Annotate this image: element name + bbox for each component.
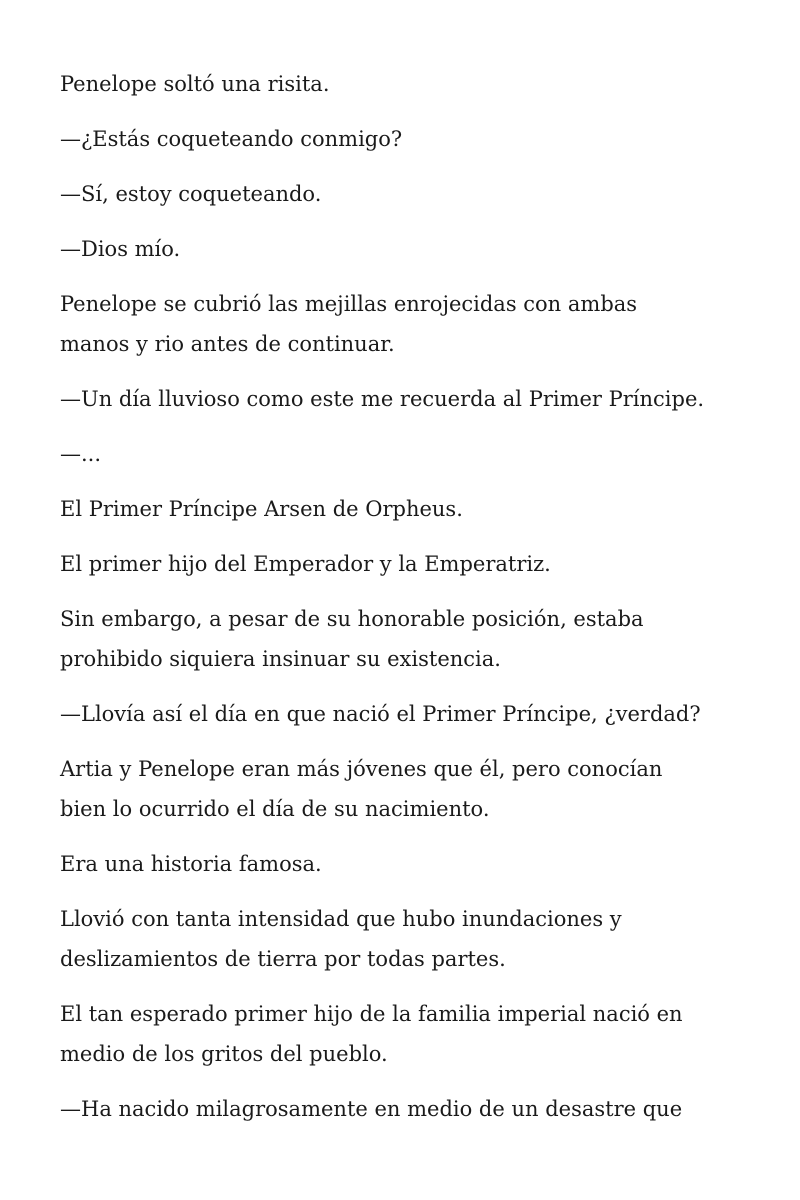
text-line: —Llovía así el día en que nació el Primer Príncipe, ¿verdad? — [60, 702, 701, 726]
paragraph — [60, 284, 750, 364]
text-line: —... — [60, 442, 102, 466]
text-line: —¿Estás coqueteando conmigo? — [60, 127, 403, 151]
text-line: El primer hijo del Emperador y la Emperatriz. — [60, 552, 551, 576]
text-line: —Un día lluvioso como este me recuerda al Primer Príncipe. — [60, 387, 705, 411]
text-line: Penelope soltó una risita. — [60, 72, 330, 96]
paragraph — [60, 994, 750, 1074]
text-line: medio de los gritos del pueblo. — [60, 1042, 388, 1066]
text-line: —Sí, estoy coqueteando. — [60, 182, 322, 206]
paragraph — [60, 174, 750, 214]
text-line: —Dios mío. — [60, 237, 181, 261]
paragraph — [60, 694, 750, 734]
text-line: Penelope se cubrió las mejillas enrojecidas con ambas — [60, 292, 638, 316]
text-line: El Primer Príncipe Arsen de Orpheus. — [60, 497, 463, 521]
text-line: prohibido siquiera insinuar su existencia. — [60, 647, 501, 671]
paragraph — [60, 434, 750, 474]
text-line: Sin embargo, a pesar de su honorable posición, estaba — [60, 607, 644, 631]
paragraph — [60, 844, 750, 884]
paragraph — [60, 64, 750, 104]
paragraph — [60, 229, 750, 269]
paragraph — [60, 599, 750, 679]
text-line: Llovió con tanta intensidad que hubo inundaciones y — [60, 907, 622, 931]
paragraph — [60, 544, 750, 584]
text-line: —Ha nacido milagrosamente en medio de un desastre que — [60, 1097, 683, 1121]
paragraph — [60, 379, 750, 419]
text-line: El tan esperado primer hijo de la familia imperial nació en — [60, 1002, 683, 1026]
paragraph — [60, 489, 750, 529]
document-page — [60, 64, 750, 1144]
text-line: Era una historia famosa. — [60, 852, 322, 876]
paragraph — [60, 749, 750, 829]
text-line: Artia y Penelope eran más jóvenes que él, pero conocían — [60, 757, 663, 781]
paragraph — [60, 899, 750, 979]
text-line: manos y rio antes de continuar. — [60, 332, 395, 356]
text-line: deslizamientos de tierra por todas partes. — [60, 947, 506, 971]
paragraph — [60, 119, 750, 159]
paragraph — [60, 1089, 750, 1129]
text-line: bien lo ocurrido el día de su nacimiento. — [60, 797, 490, 821]
